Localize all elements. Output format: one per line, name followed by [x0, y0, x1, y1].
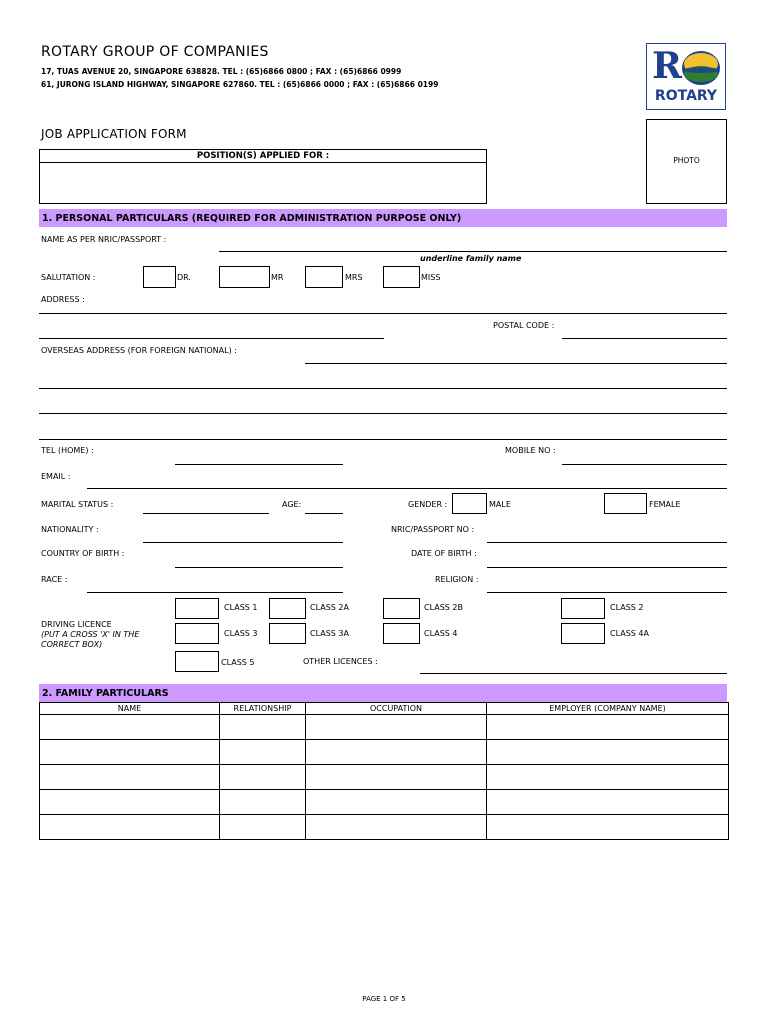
table-row: [40, 765, 729, 790]
column-header-employer: EMPLOYER (COMPANY NAME): [487, 703, 729, 715]
column-header-relationship: RELATIONSHIP: [220, 703, 306, 715]
table-row: [40, 790, 729, 815]
race-label: RACE :: [41, 575, 68, 584]
form-title: JOB APPLICATION FORM: [41, 127, 187, 141]
date-of-birth-label: DATE OF BIRTH :: [411, 549, 477, 558]
family-occupation-cell[interactable]: [306, 815, 487, 840]
class-3a-label: CLASS 3A: [310, 629, 349, 638]
table-row: [40, 715, 729, 740]
family-employer-cell[interactable]: [487, 790, 729, 815]
class-2b-checkbox[interactable]: [383, 598, 420, 619]
gender-female-label: FEMALE: [649, 500, 681, 509]
country-of-birth-label: COUNTRY OF BIRTH :: [41, 549, 125, 558]
class-4-checkbox[interactable]: [383, 623, 420, 644]
overseas-address-field-1[interactable]: [305, 363, 727, 364]
overseas-address-label: OVERSEAS ADDRESS (FOR FOREIGN NATIONAL) :: [41, 346, 237, 355]
class-2-checkbox[interactable]: [561, 598, 605, 619]
class-5-label: CLASS 5: [221, 658, 255, 667]
nric-field[interactable]: [487, 542, 727, 543]
class-3a-checkbox[interactable]: [269, 623, 306, 644]
family-employer-cell[interactable]: [487, 715, 729, 740]
salutation-dr-checkbox[interactable]: [143, 266, 176, 288]
salutation-miss-checkbox[interactable]: [383, 266, 420, 288]
gender-male-label: MALE: [489, 500, 511, 509]
overseas-address-field-2[interactable]: [39, 388, 727, 389]
logo-letter: R: [652, 45, 682, 87]
postal-code-label: POSTAL CODE :: [493, 321, 555, 330]
family-relationship-cell[interactable]: [220, 715, 306, 740]
address-label: ADDRESS :: [41, 295, 85, 304]
logo-text: ROTARY: [654, 88, 718, 104]
other-licences-field[interactable]: [420, 673, 727, 674]
family-name-cell[interactable]: [40, 765, 220, 790]
family-relationship-cell[interactable]: [220, 790, 306, 815]
tel-home-field[interactable]: [175, 464, 343, 465]
marital-status-label: MARITAL STATUS :: [41, 500, 114, 509]
nric-label: NRIC/PASSPORT NO :: [391, 525, 475, 534]
class-2-label: CLASS 2: [610, 603, 644, 612]
driving-licence-label: DRIVING LICENCE: [41, 620, 112, 629]
nationality-field[interactable]: [143, 542, 343, 543]
page-number: PAGE 1 OF 5: [362, 995, 406, 1003]
address-line-1: 17, TUAS AVENUE 20, SINGAPORE 638828. TEL : (65)6866 0800 ; FAX : (65)6866 0999: [41, 67, 402, 76]
table-row: [40, 815, 729, 840]
section-personal-header: [39, 209, 727, 227]
class-2a-checkbox[interactable]: [269, 598, 306, 619]
gender-male-checkbox[interactable]: [452, 493, 487, 514]
family-employer-cell[interactable]: [487, 740, 729, 765]
family-occupation-cell[interactable]: [306, 790, 487, 815]
salutation-mr-label: MR: [271, 273, 284, 282]
class-3-label: CLASS 3: [224, 629, 258, 638]
family-table: [39, 702, 729, 840]
class-2a-label: CLASS 2A: [310, 603, 349, 612]
family-name-cell[interactable]: [40, 715, 220, 740]
family-occupation-cell[interactable]: [306, 765, 487, 790]
driving-licence-note-2: CORRECT BOX): [41, 640, 103, 649]
company-name: ROTARY GROUP OF COMPANIES: [41, 44, 269, 60]
nationality-label: NATIONALITY :: [41, 525, 99, 534]
salutation-mrs-checkbox[interactable]: [305, 266, 343, 288]
driving-licence-note-1: (PUT A CROSS 'X' IN THE: [41, 630, 140, 639]
gender-label: GENDER :: [408, 500, 448, 509]
age-field[interactable]: [305, 513, 343, 514]
country-of-birth-field[interactable]: [175, 567, 343, 568]
class-3-checkbox[interactable]: [175, 623, 219, 644]
column-header-occupation: OCCUPATION: [306, 703, 487, 715]
salutation-mr-checkbox[interactable]: [219, 266, 270, 288]
address-field-2[interactable]: [39, 338, 384, 339]
salutation-miss-label: MISS: [421, 273, 441, 282]
marital-status-field[interactable]: [143, 513, 269, 514]
age-label: AGE:: [282, 500, 302, 509]
photo-label: PHOTO: [673, 156, 700, 165]
postal-code-field[interactable]: [562, 338, 727, 339]
family-relationship-cell[interactable]: [220, 815, 306, 840]
class-4a-label: CLASS 4A: [610, 629, 649, 638]
religion-label: RELIGION :: [435, 575, 479, 584]
salutation-dr-label: DR.: [177, 273, 191, 282]
race-field[interactable]: [87, 592, 343, 593]
position-header: POSITION(S) APPLIED FOR :: [196, 151, 330, 161]
class-1-checkbox[interactable]: [175, 598, 219, 619]
email-field[interactable]: [87, 488, 727, 489]
class-2b-label: CLASS 2B: [424, 603, 463, 612]
other-licences-label: OTHER LICENCES :: [303, 657, 378, 666]
name-field[interactable]: [219, 251, 727, 252]
name-label: NAME AS PER NRIC/PASSPORT :: [41, 235, 167, 244]
family-relationship-cell[interactable]: [220, 765, 306, 790]
family-occupation-cell[interactable]: [306, 740, 487, 765]
overseas-address-field-3[interactable]: [39, 413, 727, 414]
family-employer-cell[interactable]: [487, 765, 729, 790]
family-relationship-cell[interactable]: [220, 740, 306, 765]
date-of-birth-field[interactable]: [487, 567, 727, 568]
salutation-label: SALUTATION :: [41, 273, 96, 282]
column-header-name: NAME: [40, 703, 220, 715]
gender-female-checkbox[interactable]: [604, 493, 647, 514]
family-table-header: [40, 703, 729, 715]
family-occupation-cell[interactable]: [306, 715, 487, 740]
salutation-mrs-label: MRS: [345, 273, 363, 282]
overseas-address-field-4[interactable]: [39, 439, 727, 440]
address-field-1[interactable]: [39, 313, 727, 314]
class-4a-checkbox[interactable]: [561, 623, 605, 644]
address-line-2: 61, JURONG ISLAND HIGHWAY, SINGAPORE 627860. TEL : (65)6866 0000 ; FAX : (65)6866 0199: [41, 80, 439, 89]
globe-icon: [681, 50, 721, 86]
mobile-label: MOBILE NO :: [505, 446, 556, 455]
position-header-box: [39, 149, 487, 163]
mobile-field[interactable]: [562, 464, 727, 465]
class-5-checkbox[interactable]: [175, 651, 219, 672]
family-employer-cell[interactable]: [487, 815, 729, 840]
class-4-label: CLASS 4: [424, 629, 458, 638]
underline-note: underline family name: [420, 254, 522, 263]
rotary-logo: [646, 43, 726, 110]
email-label: EMAIL :: [41, 472, 71, 481]
class-1-label: CLASS 1: [224, 603, 258, 612]
section-family-header: [39, 684, 727, 702]
family-name-cell[interactable]: [40, 790, 220, 815]
table-row: [40, 740, 729, 765]
photo-box[interactable]: [646, 119, 727, 204]
tel-home-label: TEL (HOME) :: [41, 446, 94, 455]
family-name-cell[interactable]: [40, 740, 220, 765]
religion-field[interactable]: [487, 592, 727, 593]
family-name-cell[interactable]: [40, 815, 220, 840]
section-personal-title: 1. PERSONAL PARTICULARS (REQUIRED FOR ADMINISTRATION PURPOSE ONLY): [42, 213, 462, 224]
position-input[interactable]: [39, 162, 487, 204]
section-family-title: 2. FAMILY PARTICULARS: [42, 688, 169, 699]
